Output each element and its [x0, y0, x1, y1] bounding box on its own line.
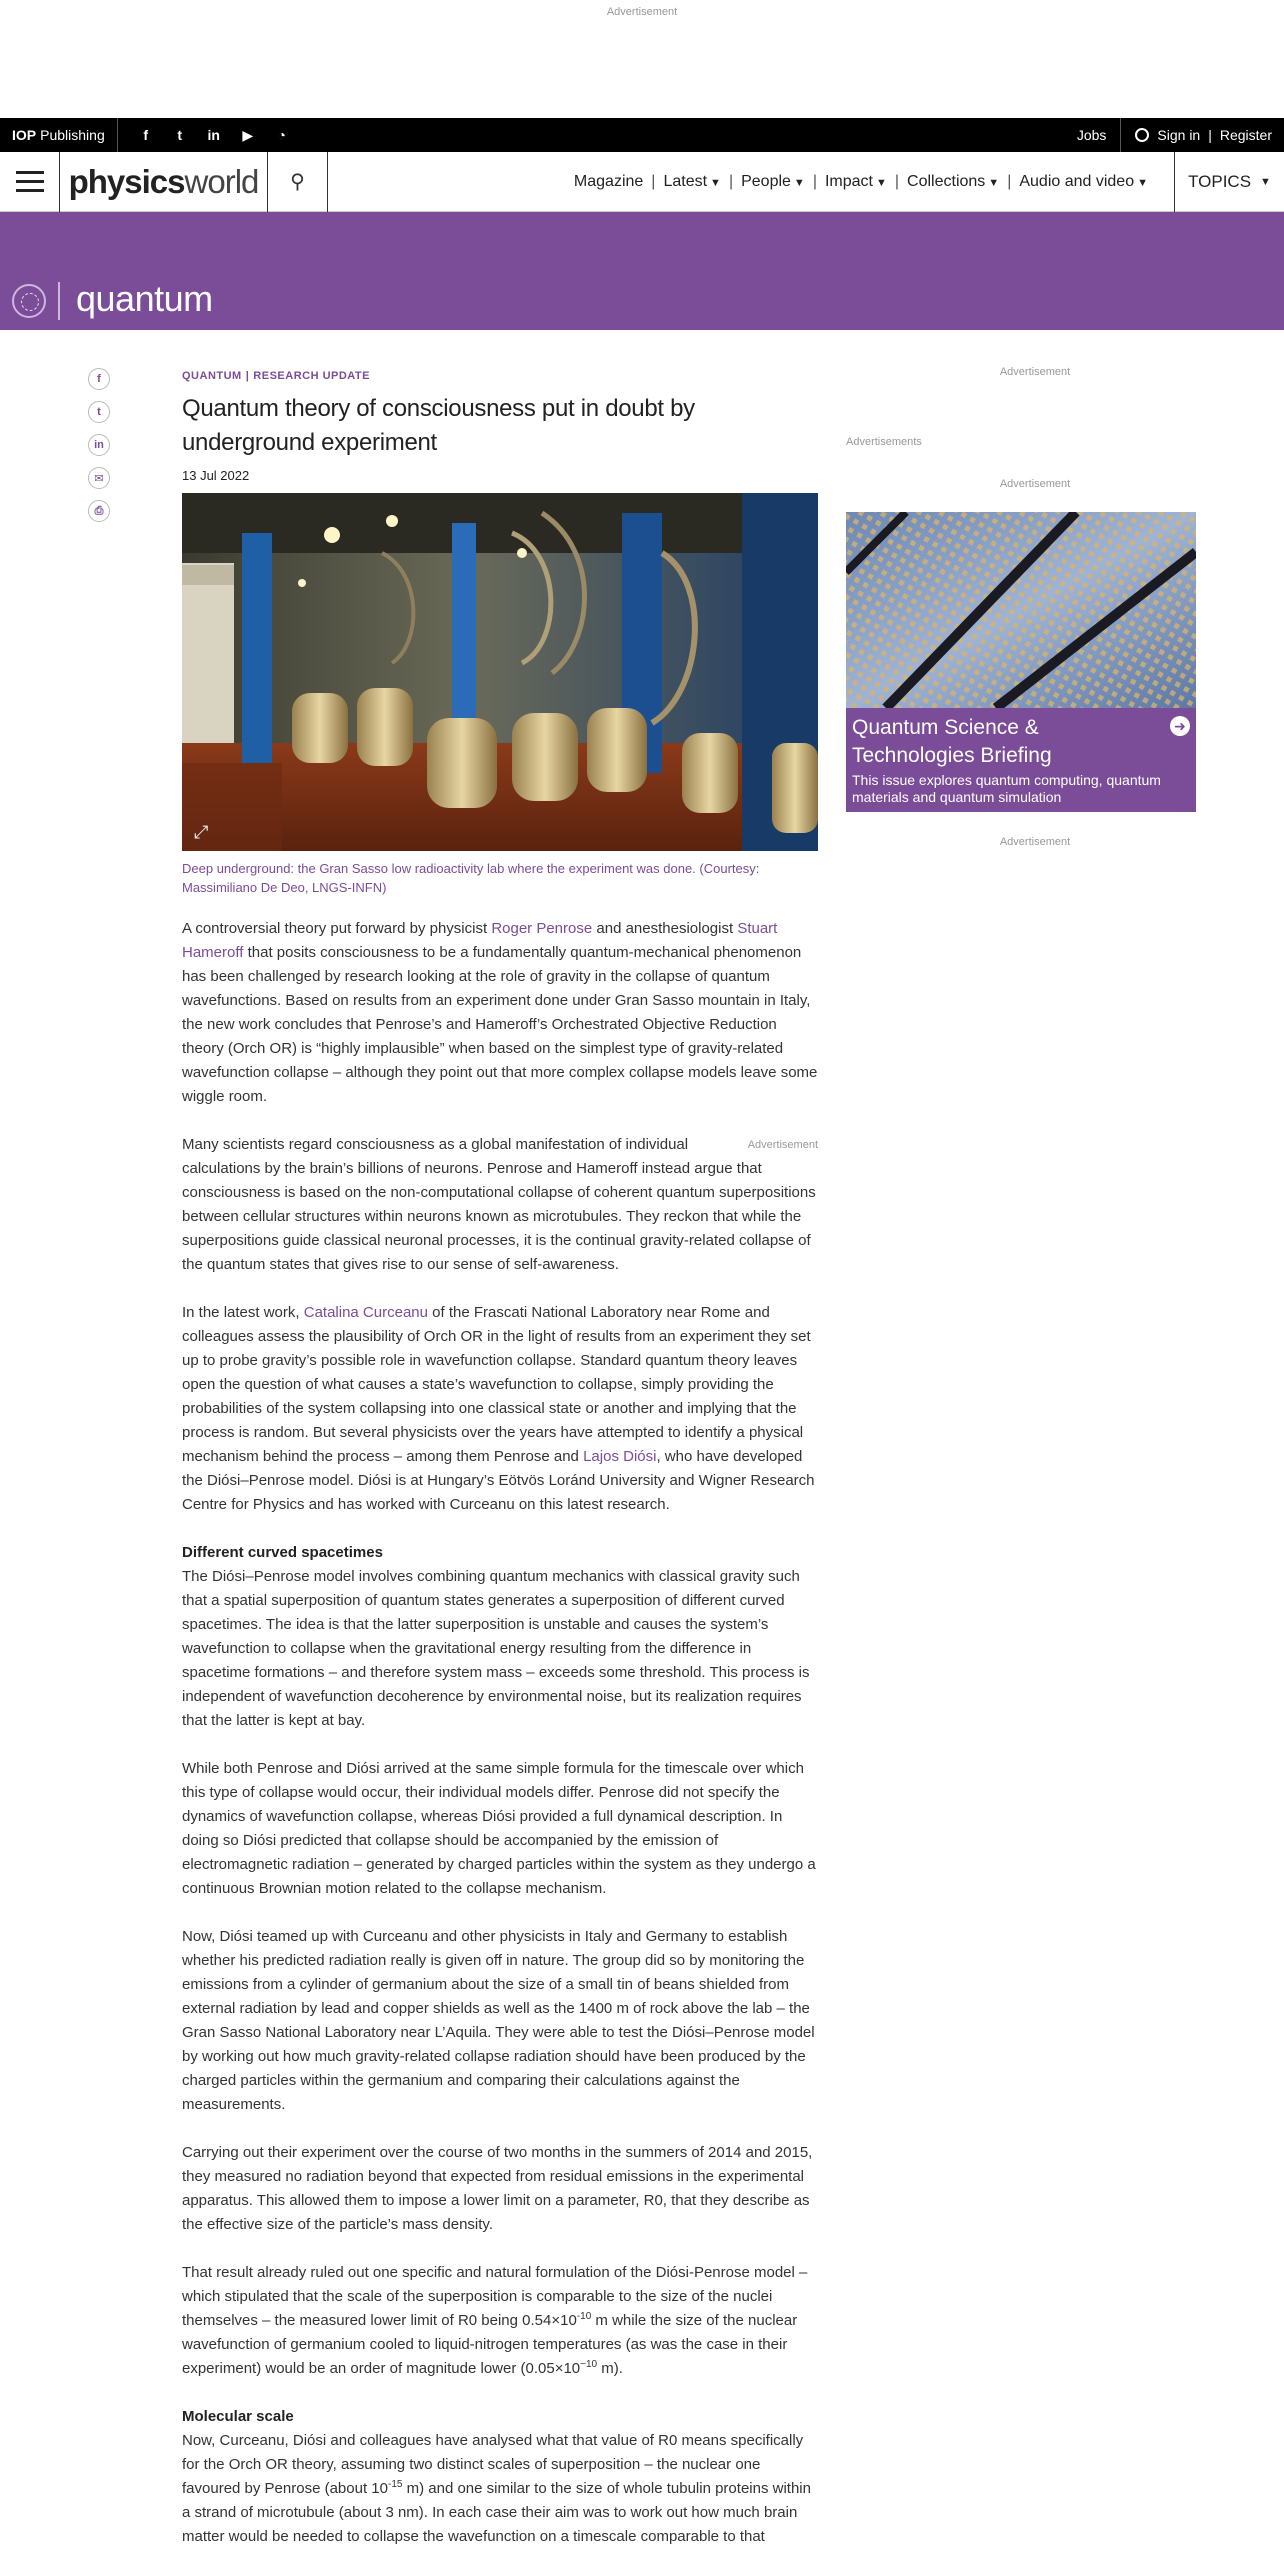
sidebar-advertisement-label: Advertisement [999, 366, 1071, 378]
iop-publishing-logo[interactable] [0, 118, 118, 152]
kicker-separator: | [245, 370, 250, 382]
paragraph: The Diósi–Penrose model involves combining quantum mechanics with classical gravity such that a spatial superposition of quantum states generates a superposition of different curved spacetimes. The idea is that the latter superposition is unstable and causes the system’s wavefunction to collapse when the gravitational energy resulting from the difference in spacetime formations – and therefore system mass – exceeds some threshold. This process is independent of wavefunction decoherence by environmental noise, but its realization requires that the latter is kept at bay. [182, 1568, 810, 1729]
author-link-stuart-hameroff[interactable]: Stuart Hameroff [182, 920, 778, 961]
arrow-right-icon[interactable]: ➜ [1170, 716, 1190, 736]
register-link[interactable]: Register [1219, 127, 1272, 143]
share-twitter-icon[interactable]: t [88, 401, 110, 423]
share-email-icon[interactable]: ✉ [88, 467, 110, 489]
nav-item-collections[interactable] [899, 173, 1007, 191]
logo-world: world [184, 162, 259, 200]
nav-separator: | [894, 172, 900, 190]
user-icon [1135, 128, 1149, 142]
nav-item-label: Audio and video [1019, 172, 1135, 190]
nav-separator: | [1007, 172, 1012, 190]
article-kicker [182, 370, 818, 382]
nav-item-label: Latest [663, 172, 708, 190]
sign-in-link[interactable]: Sign in [1157, 127, 1201, 143]
share-linkedin-icon[interactable]: in [88, 434, 110, 456]
promo-description: This issue explores quantum computing, quantum materials and quantum simulation [852, 772, 1161, 805]
print-icon[interactable]: ⎙ [88, 500, 110, 522]
promo-title: Quantum Science & Technologies Briefing [852, 716, 1052, 767]
iop-logo-text: Publishing [40, 127, 105, 143]
jobs-link[interactable]: Jobs [1063, 118, 1122, 152]
paragraph: That result already ruled out one specific and natural formulation of the Diósi-Penrose model – which stipulated that the scale of the superposition is comparable to the size of the nuclei themselves – the measured lower limit of R0 being $0.54\times 10^{-10}$ m while the size of the nuclear wavefunction of germanium cooled to liquid-nitrogen temperatures (as was the case in their experiment) would be an order of magnitude lower ($0.05\times 10^{-10}$ m). [182, 2264, 808, 2377]
quantum-chip-image [846, 512, 1196, 708]
account-area [1121, 127, 1284, 143]
paragraph: A controversial theory put forward by physicist Roger Penrose and anesthesiologist Stuart Hameroff that posits consciousness to be a fundamentally quantum-mechanical phenomenon has been challenged by research looking at the role of gravity in the collapse of quantum wavefunctions. Based on results from an experiment done under Gran Sasso mountain in Italy, the new work concludes that Penrose’s and Hameroff’s Orchestrated Objective Reduction theory (Orch OR) is “highly implausible” when based on the simplest type of gravity-related wavefunction collapse – although they point out that more complex collapse models leave some wiggle room. [182, 920, 818, 1105]
nav-item-impact[interactable] [817, 173, 895, 191]
link-catalina-curceanu[interactable]: Catalina Curceanu [303, 1304, 428, 1321]
topic-banner [0, 212, 1284, 330]
promo-text-panel [846, 708, 1196, 812]
paragraph: Now, Diósi teamed up with Curceanu and other physicists in Italy and Germany to establish whether his predicted radiation really is given off in nature. The group did so by monitoring the emissions from a cylinder of germanium about the size of a small tin of beans shielded from external radiation by lead and copper shields as well as the 1400 m of rock above the lab – the Gran Sasso National Laboratory near L’Aquila. They were able to test the Diósi–Penrose model by working out how much gravity-related collapse radiation should have been produced by the charged particles within the germanium and comparing their calculations against the measurements. [182, 1928, 815, 2113]
top-advertisement [0, 0, 1284, 118]
article [182, 370, 818, 2568]
article-body [182, 917, 818, 2549]
sidebar-advertisement-label: Advertisement [999, 478, 1071, 490]
article-date: 13 Jul 2022 [182, 468, 250, 483]
link-lajos-diosi[interactable]: Lajos Diósi [583, 1448, 657, 1465]
chevron-down-icon: ▼ [793, 176, 805, 189]
rss-icon[interactable]: ◔ [277, 127, 286, 143]
kicker-topic-link[interactable]: QUANTUM [182, 370, 242, 382]
section-heading: Molecular scale [182, 2408, 294, 2425]
image-caption: Deep underground: the Gran Sasso low radioactivity lab where the experiment was done. (Courtesy: Massimiliano De Deo, LNGS-INFN) [182, 861, 760, 895]
nav-separator: | [651, 172, 656, 190]
account-links [1063, 118, 1284, 152]
nav-item-label: Impact [824, 172, 873, 190]
nav-menu [566, 152, 1174, 212]
nav-item-magazine[interactable] [566, 173, 651, 191]
search-icon[interactable]: ⚲ [268, 152, 328, 212]
sidebar-advertisements-label: Advertisements [846, 436, 922, 448]
hamburger-menu-icon[interactable] [0, 152, 60, 212]
promo-card[interactable] [846, 512, 1196, 812]
lab-photo [182, 493, 818, 851]
topics-menu-button[interactable] [1174, 152, 1284, 212]
chevron-down-icon: ▼ [710, 176, 721, 189]
inline-advertisement-label: Advertisement [747, 1139, 818, 1151]
nav-item-label: Collections [907, 172, 986, 190]
expand-icon[interactable]: ⤢ [194, 822, 209, 842]
physicsworld-logo[interactable] [60, 152, 268, 212]
paragraph: Carrying out their experiment over the course of two months in the summers of 2014 and 2015, they measured no radiation beyond that expected from residual emissions in the experimental apparatus. This allowed them to impose a lower limit on a parameter, R0, that they describe as the effective size of the particle’s mass density. [182, 2144, 813, 2233]
topic-title: quantum [76, 278, 213, 319]
nav-item-people[interactable] [733, 173, 813, 191]
paragraph: In the latest work, Catalina Curceanu of the Frascati National Laboratory near Rome and colleagues assess the plausibility of Orch OR in the light of results from an experiment they set up to probe gravity’s possible role in wavefunction collapse. Standard quantum theory leaves open the question of what causes a state’s wavefunction to collapse, simply providing the probabilities of the system collapsing into one classical state or another and implying that the process is random. But several physicists over the years have attempted to identify a physical mechanism behind the process – among them Penrose and Lajos Diósi, who have developed the Diósi–Penrose model. Diósi is at Hungary’s Eötvös Loránd University and Wigner Research Centre for Physics and has worked with Curceanu on this latest research. [182, 1304, 815, 1513]
chevron-down-icon: ▼ [1260, 175, 1271, 188]
nav-separator: | [728, 172, 734, 190]
article-title: Quantum theory of consciousness put in doubt by underground experiment [182, 395, 695, 456]
social-links [118, 127, 290, 144]
account-separator: | [1208, 127, 1212, 143]
youtube-icon[interactable]: ▶ [242, 126, 254, 143]
facebook-icon[interactable]: f [143, 127, 149, 143]
paragraph: While both Penrose and Diósi arrived at the same simple formula for the timescale over which this type of collapse would occur, their individual models differ. Penrose did not specify the dynamics of wavefunction collapse, whereas Diósi provided a full dynamical description. In doing so Diósi predicted that collapse should be accompanied by the emission of electromagnetic radiation – generated by charged particles within the system as they undergo a continuous Brownian motion related to the collapse mechanism. [182, 1760, 816, 1897]
nav-item-label: People [741, 172, 791, 190]
nav-item-latest[interactable] [655, 173, 728, 191]
topics-label: TOPICS [1188, 171, 1252, 191]
sidebar [846, 366, 1196, 848]
kicker-type-link[interactable]: RESEARCH UPDATE [253, 370, 370, 382]
share-facebook-icon[interactable]: f [88, 368, 110, 390]
nav-item-audio-and-video[interactable] [1011, 173, 1156, 191]
twitter-icon[interactable]: t [177, 127, 183, 143]
sidebar-advertisement-label: Advertisement [999, 836, 1071, 848]
author-link-roger-penrose[interactable]: Roger Penrose [491, 920, 593, 937]
share-buttons [88, 368, 110, 522]
section-heading: Different curved spacetimes [182, 1544, 383, 1561]
paragraph: Now, Curceanu, Diósi and colleagues have analysed what that value of R0 means specifically for the Orch OR theory, assuming two distinct scales of superposition – the nuclear one favoured by Penrose (about $10^{-15}$ m) and one similar to the size of whole tubulin proteins within a strand of microtubule (about 3 nm). In each case their aim was to work out how much brain matter would be needed to collapse the wavefunction on a timescale comparable to that [182, 2432, 811, 2545]
nav-item-label: Magazine [573, 172, 644, 190]
advertisement-label: Advertisement [606, 6, 678, 18]
paragraph: Advertisement Many scientists regard consciousness as a global manifestation of individual calculations by the brain’s billions of neurons. Penrose and Hameroff instead argue that consciousness is based on the non-computational collapse of coherent quantum superpositions between cellular structures within neurons known as microtubules. They reckon that while the superpositions guide classical neuronal processes, it is the continual gravity-related collapse of the quantum states that gives rise to our sense of self-awareness. [182, 1133, 818, 1277]
quantum-topic-icon [12, 284, 46, 318]
banner-divider [58, 282, 60, 320]
linkedin-icon[interactable]: in [207, 127, 220, 143]
chevron-down-icon: ▼ [875, 176, 887, 189]
nav-separator: | [812, 172, 817, 190]
logo-physics: physics [68, 162, 185, 200]
iop-publishing-bar [0, 118, 1284, 152]
main-navigation [0, 152, 1284, 212]
chevron-down-icon: ▼ [1137, 176, 1148, 189]
chevron-down-icon: ▼ [988, 176, 1000, 189]
lead-image[interactable] [182, 493, 818, 851]
iop-logo-bold: IOP [12, 127, 37, 143]
